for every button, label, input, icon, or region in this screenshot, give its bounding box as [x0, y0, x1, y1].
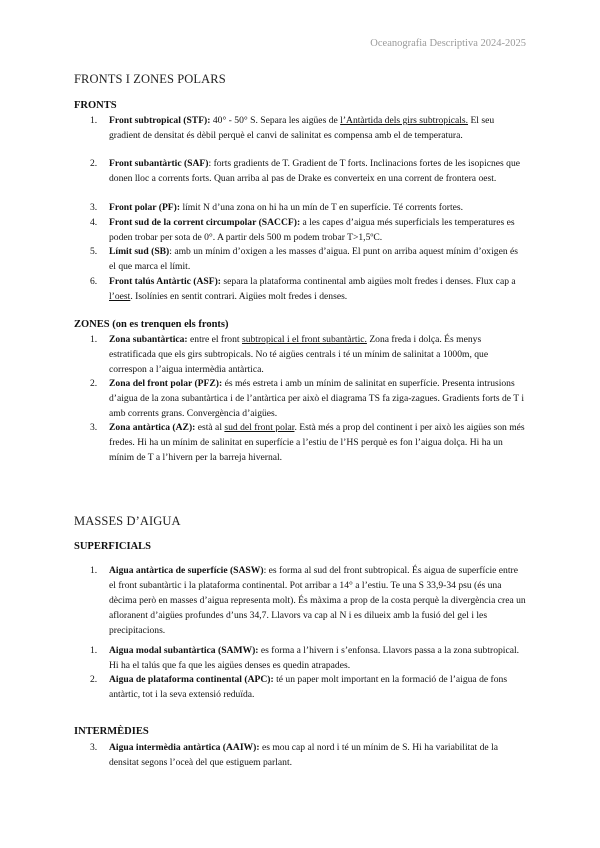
list-number: 3. — [90, 422, 98, 433]
list-item: 2. Aigua de plataforma continental (APC): té un paper molt important en la formació de l’aigua de fons antàrtic, tot i la seva extensió reduïda. — [90, 674, 508, 700]
list-number: 2. — [90, 378, 98, 389]
list-number: 2. — [90, 674, 98, 685]
section-title-fronts-zones: FRONTS I ZONES POLARS — [74, 72, 226, 86]
underlined-text: sud del front polar — [224, 422, 295, 433]
item-term: Aigua de plataforma continental (APC): — [109, 674, 274, 685]
list-item: 1. Zona subantàrtica: entre el front subtropical i el front subantàrtic. Zona freda i dolça. És menys estratificada que els girs subtropicals. No té aigües centrals i té un mínim de salinitat a 1000m, que correspon a l’aigua intermèdia antàrtica. — [90, 334, 489, 375]
list-number: 1. — [90, 645, 98, 656]
underlined-text: l’Antàrtida dels girs subtropicals. — [340, 115, 469, 126]
list-number: 1. — [90, 115, 98, 126]
list-item: 2. Front subantàrtic (SAF): forts gradients de T. Gradient de T forts. Inclinacions fortes de les isopicnes que donen lloc a corrents forts. Quan arriba al pas de Drake es converteix en una corrent de frontera oest. — [90, 158, 521, 184]
item-term: Aigua modal subantàrtica (SAMW): — [109, 645, 259, 656]
heading-fronts: FRONTS — [74, 100, 117, 111]
item-term: Aigua intermèdia antàrtica (AAIW): — [109, 742, 260, 753]
item-term: Aigua antàrtica de superfície (SASW) — [109, 565, 264, 576]
item-term: Zona del front polar (PFZ): — [109, 378, 223, 389]
item-term: Front subantàrtic (SAF) — [109, 158, 209, 169]
item-term: Límit sud (SB) — [109, 246, 170, 257]
section-title-masses: MASSES D’AIGUA — [74, 514, 181, 528]
list-item: 2. Zona del front polar (PFZ): és més estreta i amb un mínim de salinitat en superfície. Presenta intrusions d’aigua de la zona subantàrtica i de l’antàrtica per això el diagrama TS fa ziga-zagues. Gradients forts de T i amb corrents grans. Convergència d’aigües. — [90, 378, 525, 419]
list-number: 3. — [90, 742, 98, 753]
list-number: 2. — [90, 158, 98, 169]
underlined-text: l’oest — [109, 291, 131, 302]
list-number: 1. — [90, 565, 98, 576]
list-number: 4. — [90, 217, 98, 228]
list-item: 6. Front talús Antàrtic (ASF): separa la plataforma continental amb aigües molt fredes i denses. Flux cap a l’oest. Isolínies en sentit contrari. Aigües molt fredes i denses. — [90, 276, 516, 302]
item-term: Front sud de la corrent circumpolar (SACCF): — [109, 217, 301, 228]
list-number: 6. — [90, 276, 98, 287]
list-item: 4. Front sud de la corrent circumpolar (SACCF): a les capes d’aigua més superficials les temperatures es poden trobar per sota de 0°. A partir dels 500 m podem trobar T>1,5ºC. — [90, 217, 515, 243]
item-term: Front subtropical (STF): — [109, 115, 211, 126]
item-term: Zona antàrtica (AZ): — [109, 422, 196, 433]
heading-superficials: SUPERFICIALS — [74, 541, 152, 552]
list-item: 5. Límit sud (SB): amb un mínim d’oxigen a les masses d’aigua. El punt on arriba aquest mínim d’oxigen és el que marca el límit. — [90, 246, 519, 272]
item-term: Front talús Antàrtic (ASF): — [109, 276, 222, 287]
list-item: 1. Front subtropical (STF): 40° - 50° S. Separa les aigües de l’Antàrtida dels girs subtropicals. El seu gradient de densitat és dèbil perquè el canvi de salinitat es compensa amb el de temperatura. — [90, 115, 495, 141]
item-term: Zona subantàrtica: — [109, 334, 188, 345]
list-number: 1. — [90, 334, 98, 345]
item-term: Front polar (PF): — [109, 202, 181, 213]
heading-intermedies: INTERMÈDIES — [74, 726, 149, 737]
list-item: 3. Front polar (PF): límit N d’una zona on hi ha un mín de T en superfície. Té corrents fortes. — [90, 202, 464, 213]
list-number: 3. — [90, 202, 98, 213]
list-item: 3. Zona antàrtica (AZ): està al sud del front polar. Està més a prop del continent i per això les aigües son més fredes. Hi ha un mínim de salinitat en superfície a l’estiu de l’HS perquè es fon l’aigua dolça. Hi ha un mínim de T a l’hivern per la barreja hivernal. — [90, 422, 525, 463]
list-item: 1. Aigua antàrtica de superfície (SASW): es forma al sud del front subtropical. És aigua de superfície entre el front subantàrtic i la plataforma continental. Pot arribar a 14° a l’estiu. Te una S 33,9-34 psu (és una dècima però en masses d’aigua representa molt). És màxima a prop de la costa perquè la divergència crea un afloranent d’aigües profundes d’uns 34,7. Llavors va cap al N i es dilueix amb la fusió del gel i les precipitacions. — [90, 565, 526, 636]
list-number: 5. — [90, 246, 98, 257]
list-item: 1. Aigua modal subantàrtica (SAMW): es forma a l’hivern i s’enfonsa. Llavors passa a la zona subtropical. Hi ha el talús que fa que les aigües denses es quedin atrapades. — [90, 645, 520, 671]
underlined-text: subtropical i el front subantàrtic. — [241, 334, 367, 345]
heading-zones: ZONES (on es trenquen els fronts) — [74, 319, 229, 330]
page-header: Oceanografia Descriptiva 2024-2025 — [370, 38, 526, 49]
list-item: 3. Aigua intermèdia antàrtica (AAIW): es mou cap al nord i té un mínim de S. Hi ha variabilitat de la densitat segons l’oceà del que estiguem parlant. — [90, 742, 498, 768]
